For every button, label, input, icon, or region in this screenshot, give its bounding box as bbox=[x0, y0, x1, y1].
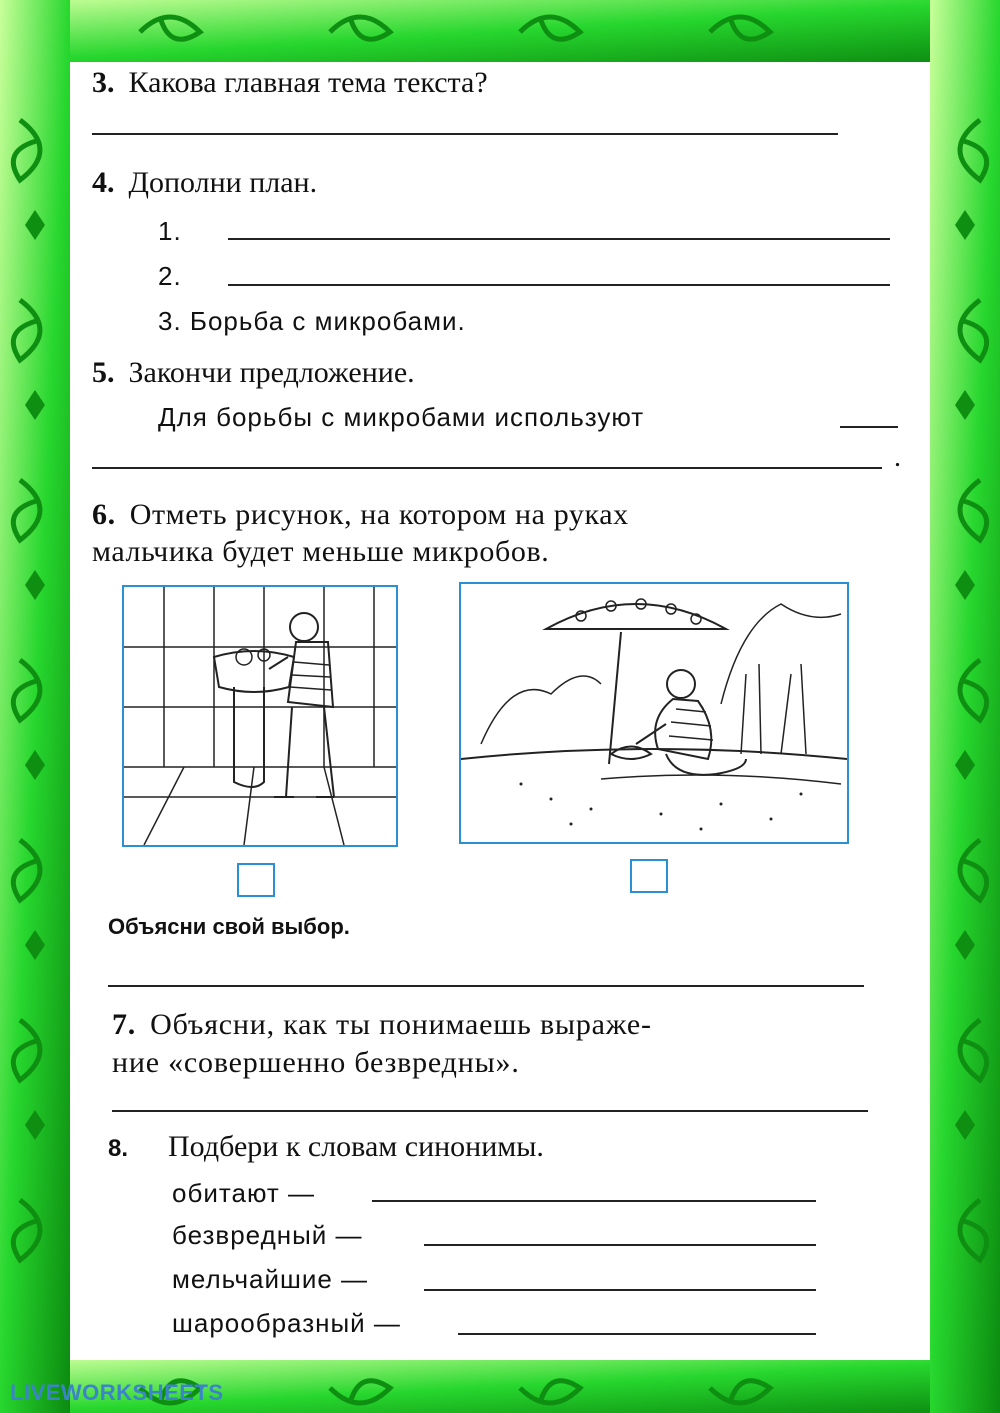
question-3 bbox=[92, 66, 488, 100]
question-8 bbox=[108, 1130, 544, 1164]
question-5-text: Закончи предложение. bbox=[128, 356, 415, 389]
question-8-text: Подбери к словам синонимы. bbox=[168, 1130, 544, 1163]
question-6-line-1 bbox=[92, 498, 629, 532]
question-7-text-2: ние «совершенно безвредны». bbox=[112, 1046, 520, 1079]
synonym-word-1: обитают — bbox=[172, 1178, 316, 1208]
synonym-input-3[interactable] bbox=[424, 1289, 816, 1291]
plan-item-1-input[interactable] bbox=[228, 238, 890, 240]
answer-line-explain[interactable] bbox=[108, 985, 864, 987]
question-4 bbox=[92, 166, 317, 200]
answer-line-q3[interactable] bbox=[92, 133, 838, 135]
synonym-input-2[interactable] bbox=[424, 1244, 816, 1246]
checkbox-picture-1[interactable] bbox=[237, 863, 275, 897]
plan-item-1-label: 1. bbox=[158, 216, 182, 246]
question-8-number: 8. bbox=[108, 1135, 129, 1162]
question-5 bbox=[92, 356, 415, 390]
question-3-number: 3. bbox=[92, 66, 115, 99]
question-6-text-2: мальчика будет меньше микробов. bbox=[92, 535, 550, 568]
answer-line-q7[interactable] bbox=[112, 1110, 868, 1112]
plan-item-2-label: 2. bbox=[158, 261, 182, 291]
question-6-text-1: Отметь рисунок, на котором на руках bbox=[129, 498, 629, 531]
sandbox-illustration bbox=[461, 584, 847, 842]
question-7-text-1: Объясни, как ты понимаешь выраже- bbox=[150, 1008, 652, 1041]
synonym-input-4[interactable] bbox=[458, 1333, 816, 1335]
liveworksheets-brand: LIVEWORKSHEETS bbox=[10, 1380, 224, 1405]
explain-choice-label: Объясни свой выбор. bbox=[108, 914, 350, 939]
question-5-period: . bbox=[894, 442, 901, 473]
synonym-word-2: безвредный — bbox=[172, 1220, 363, 1250]
picture-boy-in-sandbox bbox=[459, 582, 849, 844]
picture-boy-washing-hands bbox=[122, 585, 398, 847]
answer-line-q5-b[interactable] bbox=[92, 467, 882, 469]
question-7-number: 7. bbox=[112, 1008, 137, 1041]
question-4-number: 4. bbox=[92, 166, 115, 199]
synonym-word-3: мельчайшие — bbox=[172, 1264, 369, 1294]
washing-illustration bbox=[124, 587, 396, 845]
question-3-text: Какова главная тема текста? bbox=[128, 66, 488, 99]
question-7-line-1 bbox=[112, 1008, 652, 1042]
plan-item-2-input[interactable] bbox=[228, 284, 890, 286]
question-4-text: Дополни план. bbox=[128, 166, 318, 199]
checkbox-picture-2[interactable] bbox=[630, 859, 668, 893]
liveworksheets-logo bbox=[10, 1380, 224, 1406]
question-5-number: 5. bbox=[92, 356, 115, 389]
plan-item-3: 3. Борьба с микробами. bbox=[158, 306, 466, 336]
synonym-input-1[interactable] bbox=[372, 1200, 816, 1202]
question-6-number: 6. bbox=[92, 498, 116, 531]
question-5-sentence: Для борьбы с микробами используют bbox=[158, 402, 645, 432]
answer-line-q5-a[interactable] bbox=[840, 426, 898, 428]
synonym-word-4: шарообразный — bbox=[172, 1308, 401, 1338]
